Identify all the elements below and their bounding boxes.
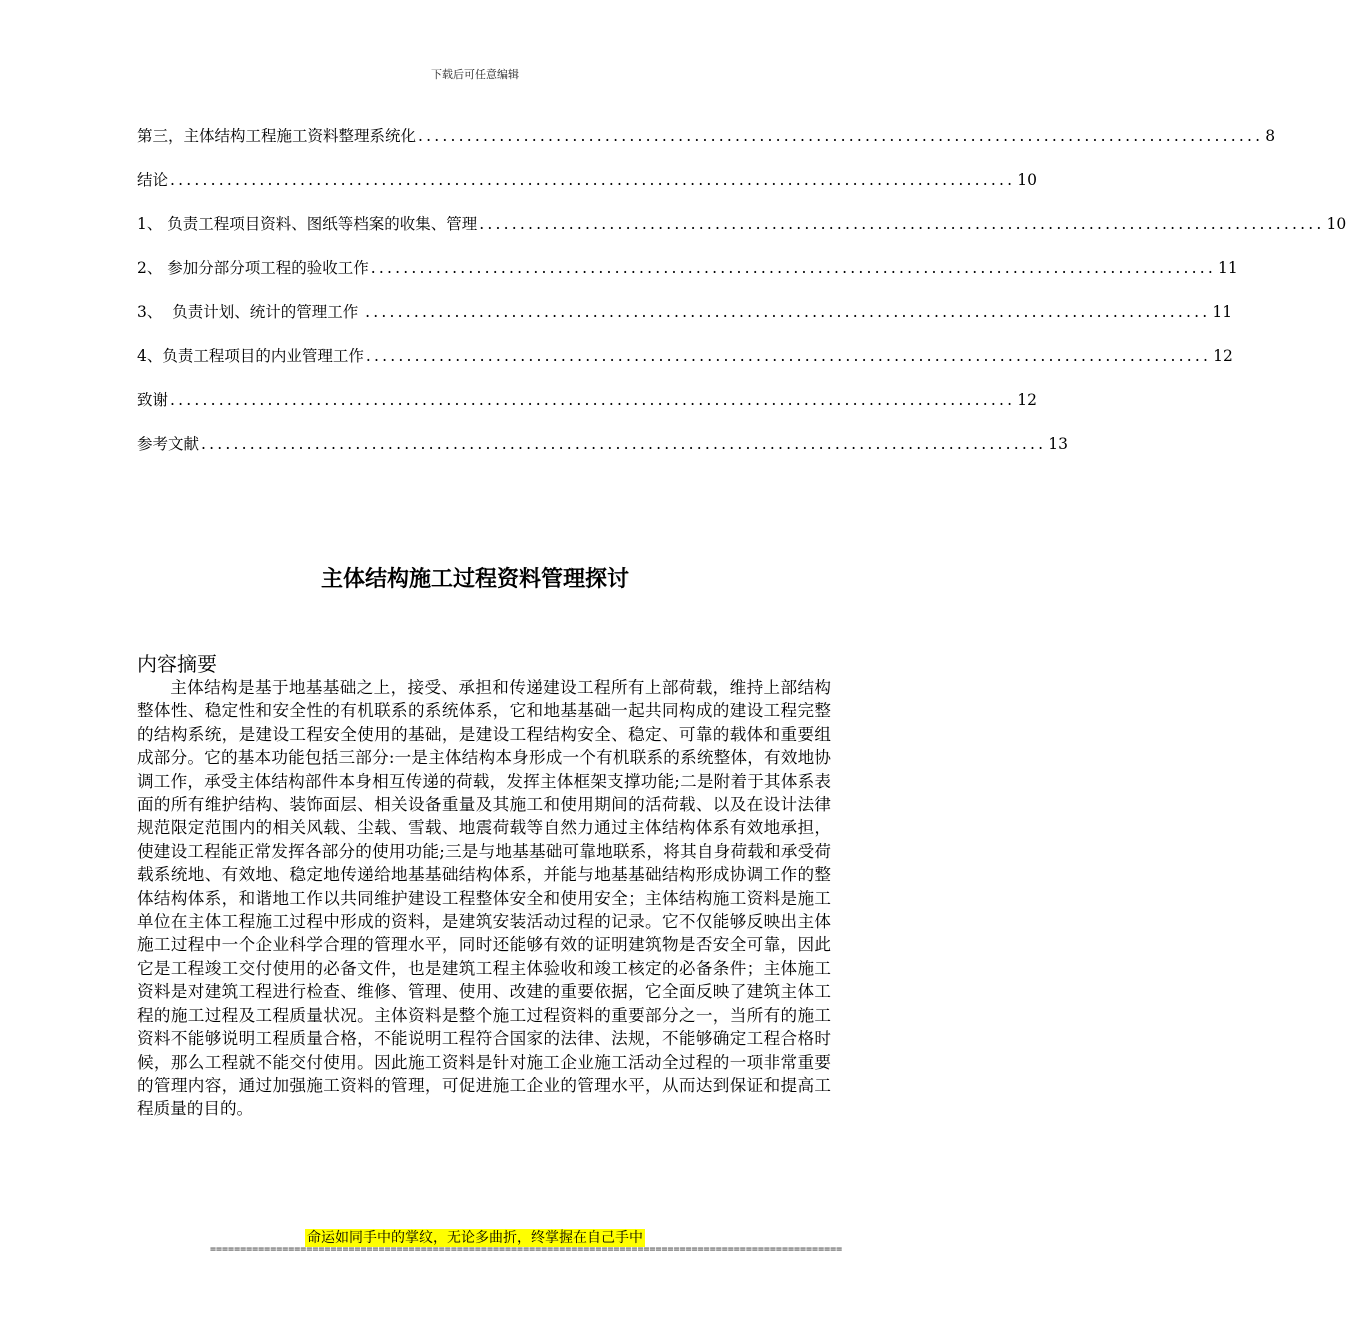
toc-entry-page: 11: [1218, 259, 1238, 277]
table-of-contents: [137, 124, 1346, 476]
toc-entry[interactable]: [137, 432, 1068, 476]
toc-leader-dots: ........................................................................................................: [365, 303, 1211, 321]
toc-entry[interactable]: [137, 300, 1233, 344]
toc-entry[interactable]: [137, 212, 1346, 256]
toc-entry-label: 参考文献: [137, 435, 200, 453]
toc-entry[interactable]: [137, 388, 1037, 432]
toc-entry-page: 10: [1326, 215, 1346, 233]
toc-entry-page: 11: [1212, 303, 1233, 321]
toc-leader-dots: ........................................................................................................: [201, 435, 1047, 453]
toc-leader-dots: ........................................................................................................: [370, 259, 1217, 277]
toc-leader-dots: ........................................................................................................: [365, 347, 1212, 365]
toc-leader-dots: ........................................................................................................: [170, 391, 1016, 409]
toc-entry[interactable]: [137, 124, 1276, 168]
toc-entry-label: 3、 负责计划、统计的管理工作: [137, 303, 364, 321]
toc-entry[interactable]: [137, 344, 1233, 388]
footer-divider: =========================================================================================================: [210, 1244, 843, 1255]
header-note: 下载后可任意编辑: [431, 68, 519, 81]
toc-entry[interactable]: [137, 168, 1037, 212]
abstract-paragraph: 主体结构是基于地基基础之上，接受、承担和传递建设工程所有上部荷载，维持上部结构整体性、稳定性和安全性的有机联系的系统体系，它和地基基础一起共同构成的建设工程完整的结构系统，是建设工程安全使用的基础，是建设工程结构安全、稳定、可靠的载体和重要组成部分。它的基本功能包括三部分:一是主体结构本身形成一个有机联系的系统整体，有效地协调工作，承受主体结构部件本身相互传递的荷载，发挥主体框架支撑功能;二是附着于其体系表面的所有维护结构、装饰面层、相关设备重量及其施工和使用期间的活荷载、以及在设计法律规范限定范围内的相关风载、尘载、雪载、地震荷载等自然力通过主体结构体系有效地承担，使建设工程能正常发挥各部分的使用功能;三是与地基基础可靠地联系，将其自身荷载和承受荷载系统地、有效地、稳定地传递给地基基础结构体系，并能与地基基础结构形成协调工作的整体结构体系，和谐地工作以共同维护建设工程整体安全和使用安全；主体结构施工资料是施工单位在主体工程施工过程中形成的资料，是建筑安装活动过程的记录。它不仅能够反映出主体施工过程中一个企业科学合理的管理水平，同时还能够有效的证明建筑物是否安全可靠，因此它是工程竣工交付使用的必备文件，也是建筑工程主体验收和竣工核定的必备条件；主体施工资料是对建筑工程进行检查、维修、管理、使用、改建的重要依据，它全面反映了建筑主体工程的施工过程及工程质量状况。主体资料是整个施工过程资料的重要部分之一，当所有的施工资料不能够说明工程质量合格，不能说明工程符合国家的法律、法规，不能够确定工程合格时候，那么工程就不能交付使用。因此施工资料是针对施工企业施工活动全过程的一项非常重要的管理内容，通过加强施工资料的管理，可促进施工企业的管理水平，从而达到保证和提高工程质量的目的。: [137, 678, 831, 1119]
toc-entry-label: 2、 参加分部分项工程的验收工作: [137, 259, 369, 277]
toc-entry-page: 12: [1213, 347, 1233, 365]
toc-leader-dots: ........................................................................................................: [418, 127, 1264, 145]
toc-entry-label: 第三，主体结构工程施工资料整理系统化: [137, 127, 417, 145]
document-title: 主体结构施工过程资料管理探讨: [320, 567, 629, 592]
abstract-heading: 内容摘要: [137, 652, 217, 676]
toc-entry-label: 4、负责工程项目的内业管理工作: [137, 347, 364, 365]
toc-entry-page: 10: [1017, 171, 1037, 189]
toc-entry[interactable]: [137, 256, 1238, 300]
toc-leader-dots: ........................................................................................................: [170, 171, 1016, 189]
motto-highlight: 命运如同手中的掌纹，无论多曲折，终掌握在自己手中: [307, 1230, 643, 1246]
toc-entry-label: 1、 负责工程项目资料、图纸等档案的收集、管理: [137, 215, 478, 233]
toc-entry-page: 8: [1265, 127, 1276, 145]
toc-entry-page: 12: [1017, 391, 1037, 409]
toc-leader-dots: ........................................................................................................: [479, 215, 1325, 233]
toc-entry-page: 13: [1048, 435, 1068, 453]
toc-entry-label: 结论: [137, 171, 169, 189]
toc-entry-label: 致谢: [137, 391, 169, 409]
